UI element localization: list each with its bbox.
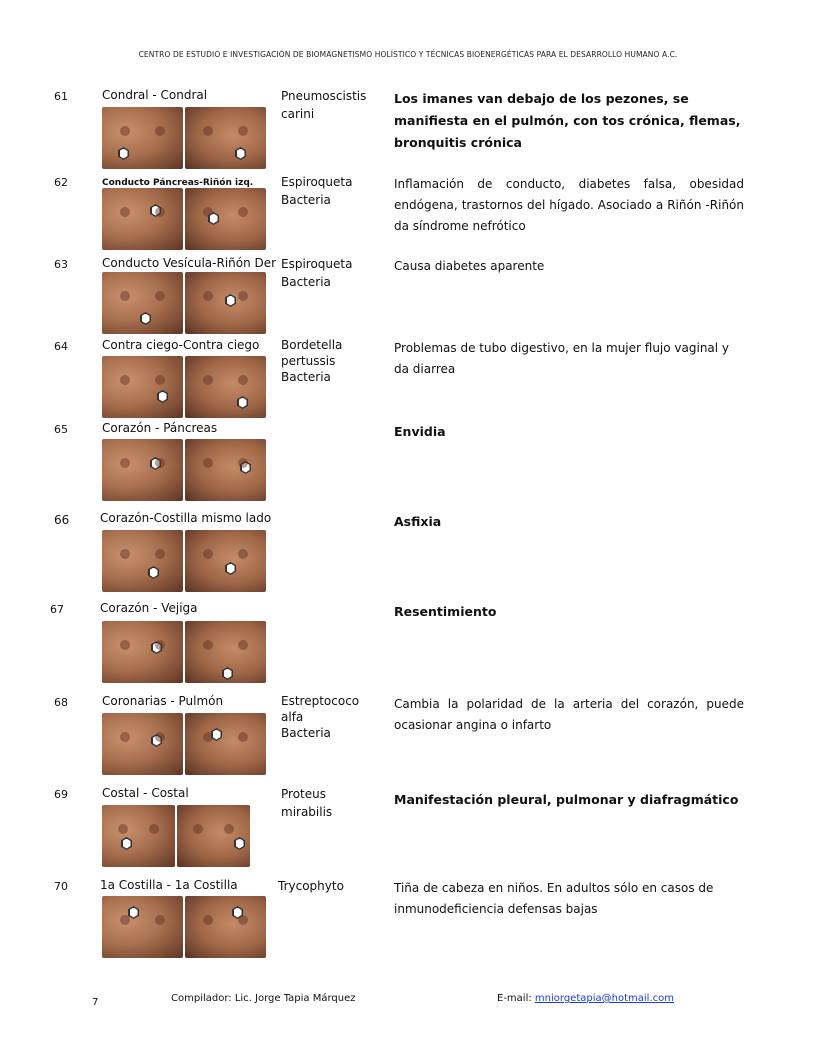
magnet-marker-icon — [225, 294, 236, 307]
body-photos — [102, 272, 266, 334]
torso-image — [102, 621, 183, 683]
point-pair-name: Contra ciego-Contra ciego — [102, 338, 260, 352]
pathogen: Proteus mirabilis — [281, 787, 333, 819]
body-photos — [102, 713, 266, 775]
magnet-marker-icon — [121, 837, 132, 850]
point-pair-name: Costal - Costal — [102, 786, 189, 800]
body-photos — [102, 530, 266, 592]
entry-number: 61 — [54, 90, 68, 103]
description: Envidia — [394, 424, 446, 439]
torso-image — [102, 713, 183, 775]
body-photos — [102, 805, 250, 867]
point-pair-name: Coronarias - Pulmón — [102, 694, 224, 708]
description: Manifestación pleural, pulmonar y diafragmático — [394, 792, 739, 807]
torso-image — [102, 272, 183, 334]
torso-image — [102, 530, 183, 592]
description: Tiña de cabeza en niños. En adultos sólo en casos de inmunodeficiencia defensas bajas — [394, 881, 714, 916]
torso-image — [185, 439, 266, 501]
torso-image — [185, 107, 266, 169]
magnet-marker-icon — [211, 728, 222, 741]
point-pair-name: Conducto Vesícula-Riñón Der — [102, 256, 277, 270]
email-line — [497, 993, 674, 1004]
entry-number: 70 — [54, 880, 68, 893]
pathogen: Estreptococo alfa Bacteria — [281, 694, 360, 740]
torso-image — [102, 356, 183, 418]
body-photos — [102, 621, 266, 683]
pathogen: Trycophyto — [278, 879, 344, 893]
body-photos — [102, 188, 266, 250]
torso-image — [102, 439, 183, 501]
entry-number: 68 — [54, 696, 68, 709]
magnet-marker-icon — [140, 312, 151, 325]
magnet-marker-icon — [128, 906, 139, 919]
magnet-marker-icon — [208, 212, 219, 225]
torso-image — [102, 805, 175, 867]
torso-image — [102, 896, 183, 958]
torso-image — [102, 107, 183, 169]
description: Los imanes van debajo de los pezones, se manifiesta en el pulmón, con tos crónica, flemas, bronquitis crónica — [394, 91, 741, 150]
magnet-marker-icon — [235, 147, 246, 160]
torso-image — [185, 530, 266, 592]
email-label: E-mail: — [497, 993, 532, 1004]
pathogen: Pneumoscistis carini — [281, 89, 367, 121]
point-pair-name: Conducto Páncreas-Riñón izq. — [102, 178, 254, 188]
entry-number: 62 — [54, 176, 68, 189]
entry-number: 67 — [50, 603, 64, 616]
entry-number: 65 — [54, 423, 68, 436]
point-pair-name: 1a Costilla - 1a Costilla — [100, 878, 238, 892]
magnet-marker-icon — [118, 147, 129, 160]
torso-image — [185, 896, 266, 958]
magnet-marker-icon — [151, 641, 162, 654]
torso-image — [102, 188, 183, 250]
magnet-marker-icon — [237, 396, 248, 409]
pathogen: Bordetella pertussis Bacteria — [281, 338, 343, 384]
torso-image — [177, 805, 250, 867]
point-pair-name: Corazón - Vejiga — [100, 601, 198, 615]
description: Inflamación de conducto, diabetes falsa, obesidad endógena, trastornos del hígado. Asociado a Riñón -Riñón da síndrome nefrótico — [394, 177, 744, 233]
magnet-marker-icon — [240, 461, 251, 474]
magnet-marker-icon — [157, 390, 168, 403]
pathogen: Espiroqueta Bacteria — [281, 175, 353, 207]
magnet-marker-icon — [222, 667, 233, 680]
entry-number: 64 — [54, 340, 68, 353]
email-link[interactable]: mniorgetapia@hotmail.com — [534, 993, 674, 1004]
description: Asfixia — [394, 514, 442, 529]
torso-image — [185, 188, 266, 250]
entry-number: 66 — [54, 513, 70, 527]
magnet-marker-icon — [150, 204, 161, 217]
description: Resentimiento — [394, 604, 497, 619]
magnet-marker-icon — [150, 457, 161, 470]
magnet-marker-icon — [232, 906, 243, 919]
magnet-marker-icon — [225, 562, 236, 575]
compiler-credit: Compilador: Lic. Jorge Tapia Márquez — [171, 993, 356, 1004]
body-photos — [102, 896, 266, 958]
point-pair-name: Corazón - Páncreas — [102, 421, 218, 435]
torso-image — [185, 713, 266, 775]
entry-number: 69 — [54, 788, 68, 801]
torso-image — [185, 356, 266, 418]
point-pair-name: Condral - Condral — [102, 88, 208, 102]
description: Problemas de tubo digestivo, en la mujer flujo vaginal y da diarrea — [394, 341, 730, 376]
magnet-marker-icon — [234, 837, 245, 850]
magnet-marker-icon — [148, 566, 159, 579]
magnet-marker-icon — [151, 734, 162, 747]
pathogen: Espiroqueta Bacteria — [281, 257, 353, 289]
description: Causa diabetes aparente — [394, 259, 545, 273]
page-number: 7 — [92, 997, 99, 1008]
description: Cambia la polaridad de la arteria del corazón, puede ocasionar angina o infarto — [394, 697, 744, 732]
body-photos — [102, 107, 266, 169]
document-header: CENTRO DE ESTUDIO E INVESTIGACIÓN DE BIOMAGNETISMO HOLÍSTICO Y TÉCNICAS BIOENERGÉTICAS PARA EL DESARROLLO HUMANO A.C. — [138, 50, 678, 59]
point-pair-name: Corazón-Costilla mismo lado — [100, 511, 272, 525]
body-photos — [102, 356, 266, 418]
body-photos — [102, 439, 266, 501]
entry-number: 63 — [54, 258, 68, 271]
torso-image — [185, 272, 266, 334]
torso-image — [185, 621, 266, 683]
